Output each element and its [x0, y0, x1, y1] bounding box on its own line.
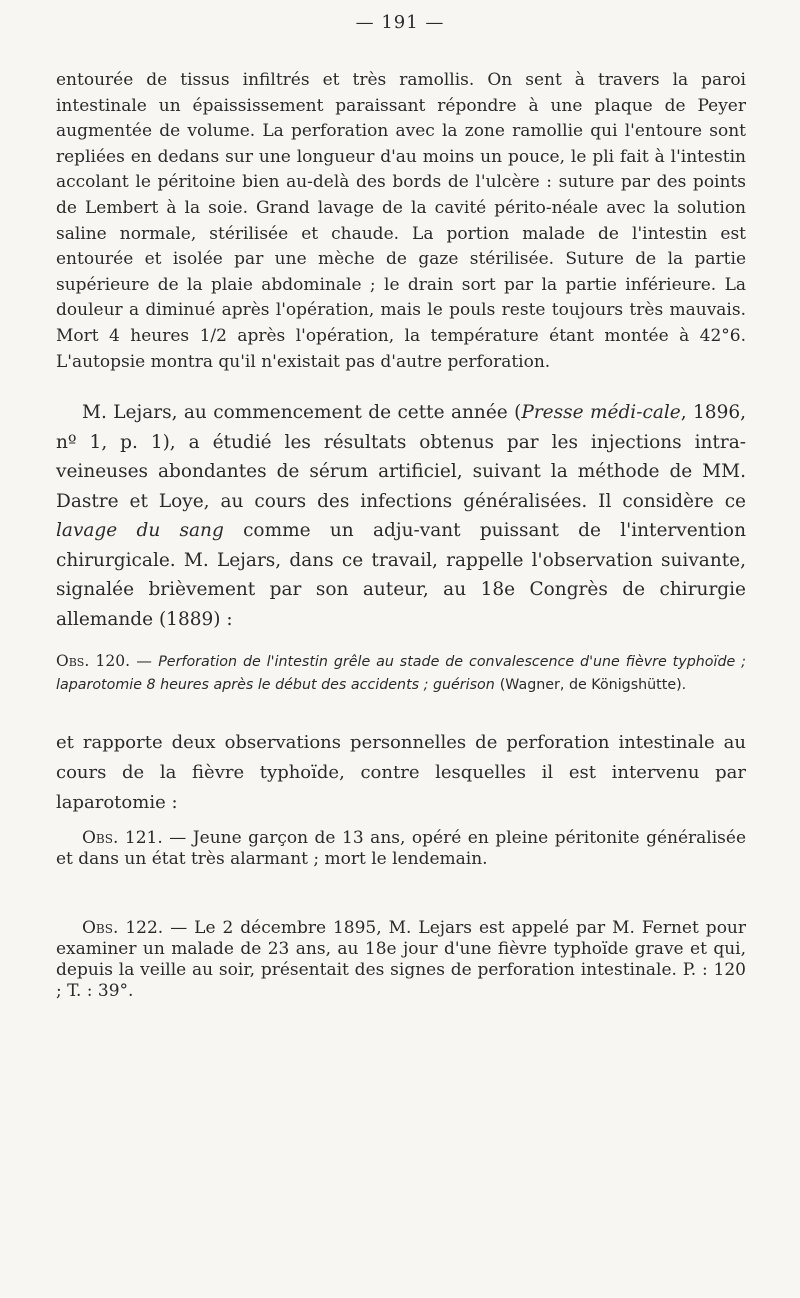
- observation-label: Obs. 120. —: [56, 652, 152, 670]
- page-number: — 191 —: [355, 12, 445, 33]
- paragraph-text: comme un adju-vant puissant de l'intervention chirurgicale. M. Lejars, dans ce travail, rappelle l'observation suivante, signalée brièvement par son auteur, au 18e Congrès de chirurgie allemande (1889) :: [56, 520, 746, 630]
- paragraph-personal-observations: et rapporte deux observations personnelles de perforation intestinale au cours de la fièvre typhoïde, contre lesquelles il est intervenu par laparotomie :: [56, 732, 746, 813]
- observation-text: — Le 2 décembre 1895, M. Lejars est appelé par M. Fernet pour examiner un malade de 23 ans, au 18e jour d'une fièvre typhoïde grave et qui, depuis la veille au soir, présentait des signes de perforation intestinale. P. : 120 ; T. : 39°.: [56, 918, 746, 1001]
- observation-121: [56, 828, 746, 870]
- observation-label: Obs. 122.: [82, 918, 164, 938]
- observation-source: (Wagner, de Königshütte).: [499, 677, 687, 693]
- paragraph-lejars-study: [56, 398, 746, 634]
- paragraph-text: , 1896, nº 1, p. 1), a étudié les résultats obtenus par les injections intra-veineuses abondantes de sérum artificiel, suivant la méthode de MM. Dastre et Loye, au cours des infections généralisées. Il considère ce: [56, 402, 746, 512]
- paragraph-case-continuation: entourée de tissus infiltrés et très ramollis. On sent à travers la paroi intestinale un épaississement paraissant répondre à une plaque de Peyer augmentée de volume. La perforation avec la zone ramollie qui l'entoure sont repliées en dedans sur une longueur d'au moins un pouce, le pli fait à l'intestin accolant le péritoine bien au-delà des bords de l'ulcère : suture par des points de Lembert à la soie. Grand lavage de la cavité périto-néale avec la solution saline normale, stérilisée et chaude. La portion malade de l'intestin est entourée et isolée par une mèche de gaze stérilisée. Suture de la partie supérieure de la plaie abdominale ; le drain sort par la partie inférieure. La douleur a diminué après l'opération, mais le pouls reste toujours très mauvais. Mort 4 heures 1/2 après l'opération, la température étant montée à 42°6. L'autopsie montra qu'il n'existait pas d'autre perforation.: [56, 70, 746, 372]
- observation-label: Obs. 121.: [82, 828, 163, 848]
- observation-120: [56, 650, 746, 696]
- observation-text: — Jeune garçon de 13 ans, opéré en pleine péritonite généralisée et dans un état très alarmant ; mort le lendemain.: [56, 828, 746, 869]
- paragraph-text: M. Lejars, au commencement de cette année (: [82, 402, 522, 423]
- journal-reference: Presse médi-cale: [521, 402, 681, 423]
- observation-122: [56, 918, 746, 1002]
- observation-title: Perforation de l'intestin grêle au stade de convalescence d'une fièvre typhoïde ; laparotomie 8 heures après le début des accidents ; guérison: [56, 654, 746, 693]
- term-lavage-du-sang: lavage du sang: [56, 520, 224, 541]
